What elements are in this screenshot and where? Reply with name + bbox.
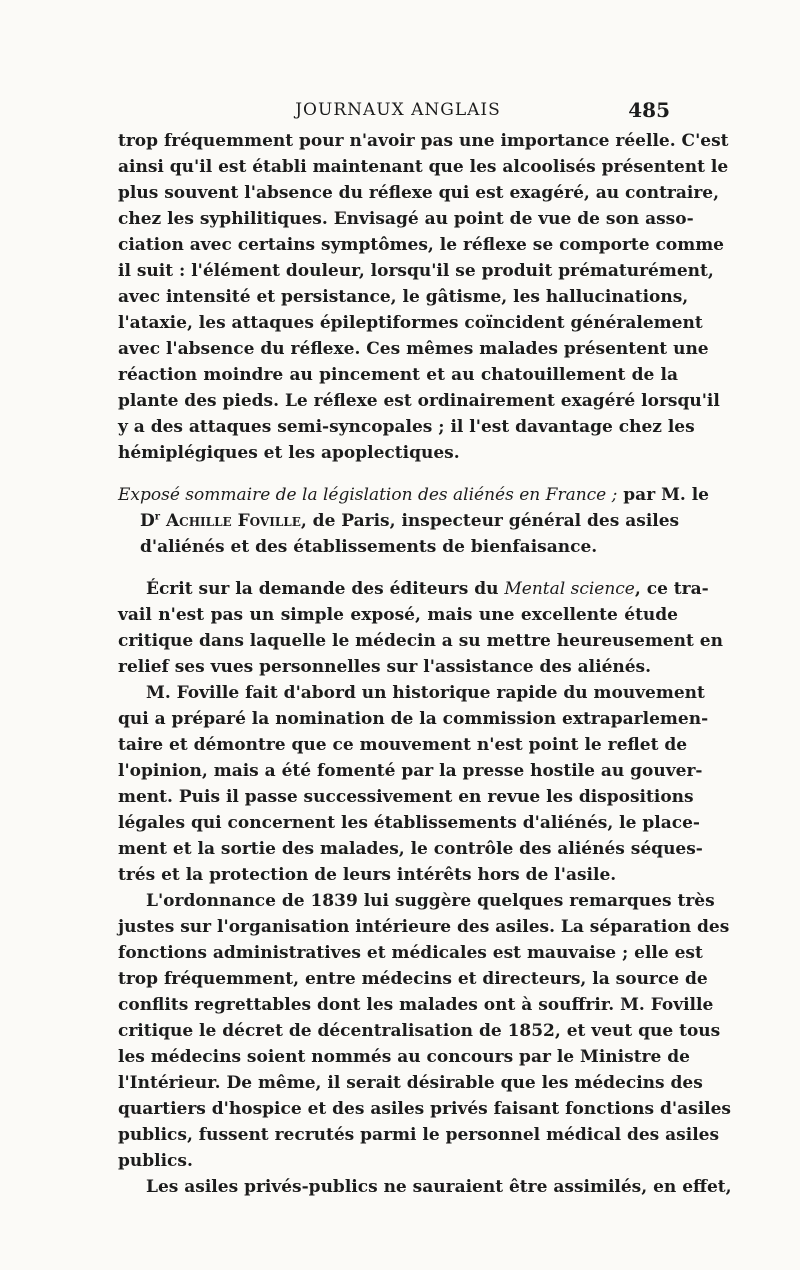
- text-line: réaction moindre au pincement et au chatouillement de la: [118, 365, 678, 385]
- text-line: avec intensité et persistance, le gâtisme, les hallucinations,: [118, 287, 689, 307]
- citation-par: par M. le: [623, 485, 710, 505]
- citation-line2-rest: , de Paris, inspecteur général des asiles: [300, 511, 680, 531]
- text-line: plus souvent l'absence du réflexe qui est exagéré, au contraire,: [118, 183, 720, 203]
- text-line: plante des pieds. Le réflexe est ordinairement exagéré lorsqu'il: [118, 391, 720, 411]
- text-line: avec l'absence du réflexe. Ces mêmes malades présentent une: [118, 339, 709, 359]
- text-line: fonctions administratives et médicales est mauvaise ; elle est: [118, 943, 703, 963]
- page-number: 485: [628, 98, 670, 122]
- text-line: l'Intérieur. De même, il serait désirable que les médecins des: [118, 1073, 703, 1093]
- text-line: l'opinion, mais a été fomenté par la presse hostile au gouver-: [118, 761, 703, 781]
- para2-line1-b: , ce tra-: [634, 579, 709, 599]
- text-line: y a des attaques semi-syncopales ; il l'est davantage chez les: [118, 417, 695, 437]
- citation-line3: d'aliénés et des établissements de bienfaisance.: [140, 537, 598, 557]
- body-text: [118, 128, 732, 1200]
- text-line: il suit : l'élément douleur, lorsqu'il se produit prématurément,: [118, 261, 714, 281]
- citation-title: Exposé sommaire de la législation des aliénés en France ;: [118, 485, 618, 505]
- text-line: ainsi qu'il est établi maintenant que les alcoolisés présentent le: [118, 157, 729, 177]
- citation-dr: D: [140, 511, 155, 531]
- text-line: trop fréquemment pour n'avoir pas une importance réelle. C'est: [118, 131, 729, 151]
- text-line: ciation avec certains symptômes, le réflexe se comporte comme: [118, 235, 724, 255]
- text-line: vail n'est pas un simple exposé, mais une excellente étude: [118, 605, 678, 625]
- text-line: critique dans laquelle le médecin a su mettre heureusement en: [118, 631, 723, 651]
- text-line: critique le décret de décentralisation de 1852, et veut que tous: [118, 1021, 721, 1041]
- text-line: hémiplégiques et les apoplectiques.: [118, 443, 460, 463]
- paragraph-5: [118, 1174, 732, 1200]
- text-line: qui a préparé la nomination de la commission extraparlemen-: [118, 709, 709, 729]
- text-line: trés et la protection de leurs intérêts hors de l'asile.: [118, 865, 617, 885]
- para2-line1-a: Écrit sur la demande des éditeurs du: [146, 579, 499, 599]
- text-line: quartiers d'hospice et des asiles privés faisant fonctions d'asiles: [118, 1099, 731, 1119]
- text-line: trop fréquemment, entre médecins et directeurs, la source de: [118, 969, 708, 989]
- citation-author: Achille Foville: [165, 511, 301, 531]
- paragraph-3: [118, 680, 709, 888]
- text-line: Les asiles privés-publics ne sauraient être assimilés, en effet,: [146, 1177, 732, 1197]
- text-line: taire et démontre que ce mouvement n'est point le reflet de: [118, 735, 688, 755]
- text-line: chez les syphilitiques. Envisagé au point de vue de son asso-: [118, 209, 694, 229]
- text-line: les médecins soient nommés au concours par le Ministre de: [118, 1047, 690, 1067]
- text-line: publics.: [118, 1151, 193, 1171]
- page-header: [118, 98, 678, 126]
- paragraph-1: [118, 128, 729, 466]
- text-line: conflits regrettables dont les malades ont à souffrir. M. Foville: [118, 995, 714, 1015]
- text-line: M. Foville fait d'abord un historique rapide du mouvement: [146, 683, 705, 703]
- text-line: ment et la sortie des malades, le contrôle des aliénés séques-: [118, 839, 703, 859]
- citation-dr-sup: r: [154, 511, 161, 523]
- text-line: relief ses vues personnelles sur l'assistance des aliénés.: [118, 657, 652, 677]
- text-line: l'ataxie, les attaques épileptiformes coïncident généralement: [118, 313, 703, 333]
- citation-heading: [118, 482, 710, 560]
- paragraph-4: [118, 888, 731, 1174]
- running-title: JOURNAUX ANGLAIS: [295, 100, 501, 120]
- journal-name: Mental science: [504, 579, 635, 599]
- text-line: ment. Puis il passe successivement en revue les dispositions: [118, 787, 694, 807]
- text-line: légales qui concernent les établissements d'aliénés, le place-: [118, 813, 700, 833]
- text-line: L'ordonnance de 1839 lui suggère quelques remarques très: [146, 891, 715, 911]
- paragraph-2: [118, 576, 723, 680]
- text-line: justes sur l'organisation intérieure des asiles. La séparation des: [118, 917, 730, 937]
- text-line: publics, fussent recrutés parmi le personnel médical des asiles: [118, 1125, 720, 1145]
